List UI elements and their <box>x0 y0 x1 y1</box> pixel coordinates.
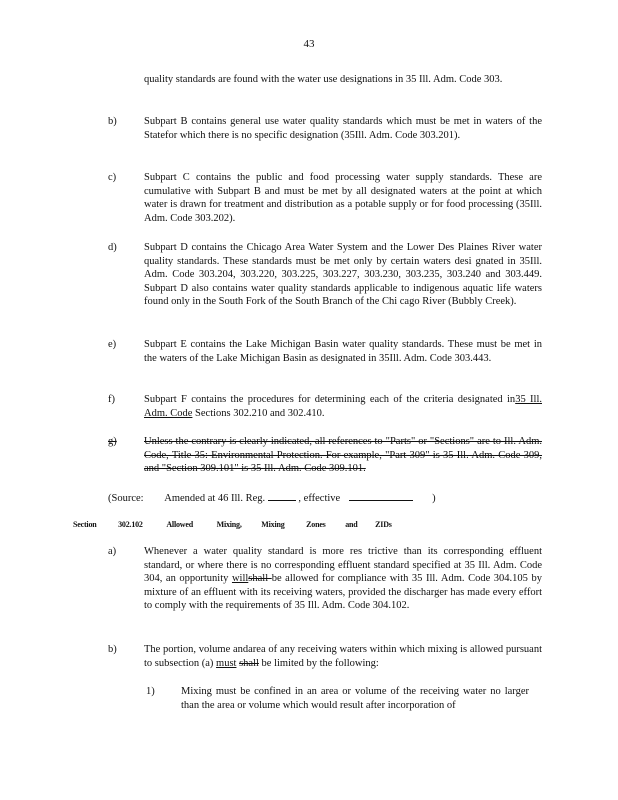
section-item-letter: a) <box>108 546 117 557</box>
source-effective: , effective <box>298 493 341 504</box>
sub-item-number: 1) <box>146 686 155 697</box>
item-letter-struck: g) <box>108 436 117 447</box>
source-note <box>108 490 548 506</box>
intro-paragraph: quality standards are found with the water use designations in 35 Ill. Adm. Code 303. <box>144 74 503 85</box>
source-label: (Source: <box>108 493 144 504</box>
item-text-after: Sections 302.210 and 302.410. <box>192 407 325 419</box>
text-segment: Whenever a water quality standard is more res trictive than its corresponding effluent standard, or where there is no corresponding effluent standard specified at 35 Ill. Adm. Code 304, an opportunity <box>144 546 542 585</box>
register-page-blank <box>268 490 296 501</box>
section-title-word: Zones <box>306 520 326 529</box>
sub-item-text: Mixing must be confined in an area or volume of the receiving water no larger than the area or volume which would result after incorporation of <box>181 686 529 711</box>
section-heading <box>73 520 392 529</box>
deleted-text: shall <box>239 657 259 669</box>
section-item-text <box>144 545 542 613</box>
inserted-text: will <box>231 573 249 585</box>
section-title-word: Allowed <box>166 520 193 529</box>
effective-date-blank <box>349 490 413 501</box>
deleted-text: shall <box>248 573 272 585</box>
section-item-text <box>144 643 542 670</box>
section-title-word: Mixing <box>261 520 285 529</box>
text-segment: The portion, volume andarea of any receiving waters within which mixing is allowed pursuant to subsection (a) <box>144 644 542 669</box>
text-segment: be limited by the following: <box>258 657 379 669</box>
section-title-word: and <box>345 520 358 529</box>
inserted-text: must <box>216 657 237 669</box>
inserted-text: 35 Ill. Adm. Code <box>144 394 542 419</box>
deleted-paragraph: Unless the contrary is clearly indicated, all references to "Parts" or "Sections" are to Ill. Adm. Code, Title 35: Environmental Protection. For example, "Part 309" is 35 Ill. Adm. Code 309, and "Section 309.101" is 35 Ill. Adm. Code 309.101. <box>144 436 542 475</box>
item-letter: f) <box>108 394 115 405</box>
item-text: Subpart E contains the Lake Michigan Basin water quality standards. These must be met in the waters of the Lake Michigan Basin as designated in 35Ill. Adm. Code 303.443. <box>144 339 542 364</box>
item-text: Subpart D contains the Chicago Area Water System and the Lower Des Plaines River water quality standards. These standards must be met only by certain waters desi gnated in 35Ill. Adm. Code 303.204, 303.220, 303.225, 303.227, 303.230, 303.235, 303.240 and 303.449. Subpart D also contains water quality standards applicable to indigenous aquatic life waters found only in the South Fork of the South Branch of the Chi cago River (Bubbly Creek). <box>144 242 542 308</box>
item-letter: c) <box>108 172 117 183</box>
item-letter: d) <box>108 242 117 253</box>
item-letter: e) <box>108 339 117 350</box>
item-text-before: Subpart F contains the procedures for determining each of the criteria designated in <box>144 394 516 405</box>
section-title-word: ZIDs <box>375 520 392 529</box>
section-label: Section <box>73 520 97 529</box>
section-title-word: Mixing, <box>216 520 242 529</box>
section-item-letter: b) <box>108 644 117 655</box>
item-text-f <box>144 393 542 420</box>
page-number: 43 <box>303 38 315 50</box>
text-segment: be allowed for compliance with 35 Ill. Adm. Code 304.105 by mixture of an effluent with its receiving waters, provided the discharger has made every effort to comply with the requirements of 35 Ill. Adm. Code 304.102. <box>144 573 542 612</box>
item-text: Subpart C contains the public and food processing water supply standards. These are cumulative with Subpart B and must be met by all designated waters at the point at which water is drawn for treatment and distribution as a potable supply or for food processing (35Ill. Adm. Code 303.202). <box>144 172 542 224</box>
section-number: 302.102 <box>118 520 143 529</box>
source-amended: Amended at 46 Ill. Reg. <box>164 493 266 504</box>
source-close: ) <box>432 493 436 504</box>
item-text: Subpart B contains general use water quality standards which must be met in waters of the Statefor which there is no specific designation (35Ill. Adm. Code 303.201). <box>144 116 542 141</box>
item-letter: b) <box>108 116 117 127</box>
